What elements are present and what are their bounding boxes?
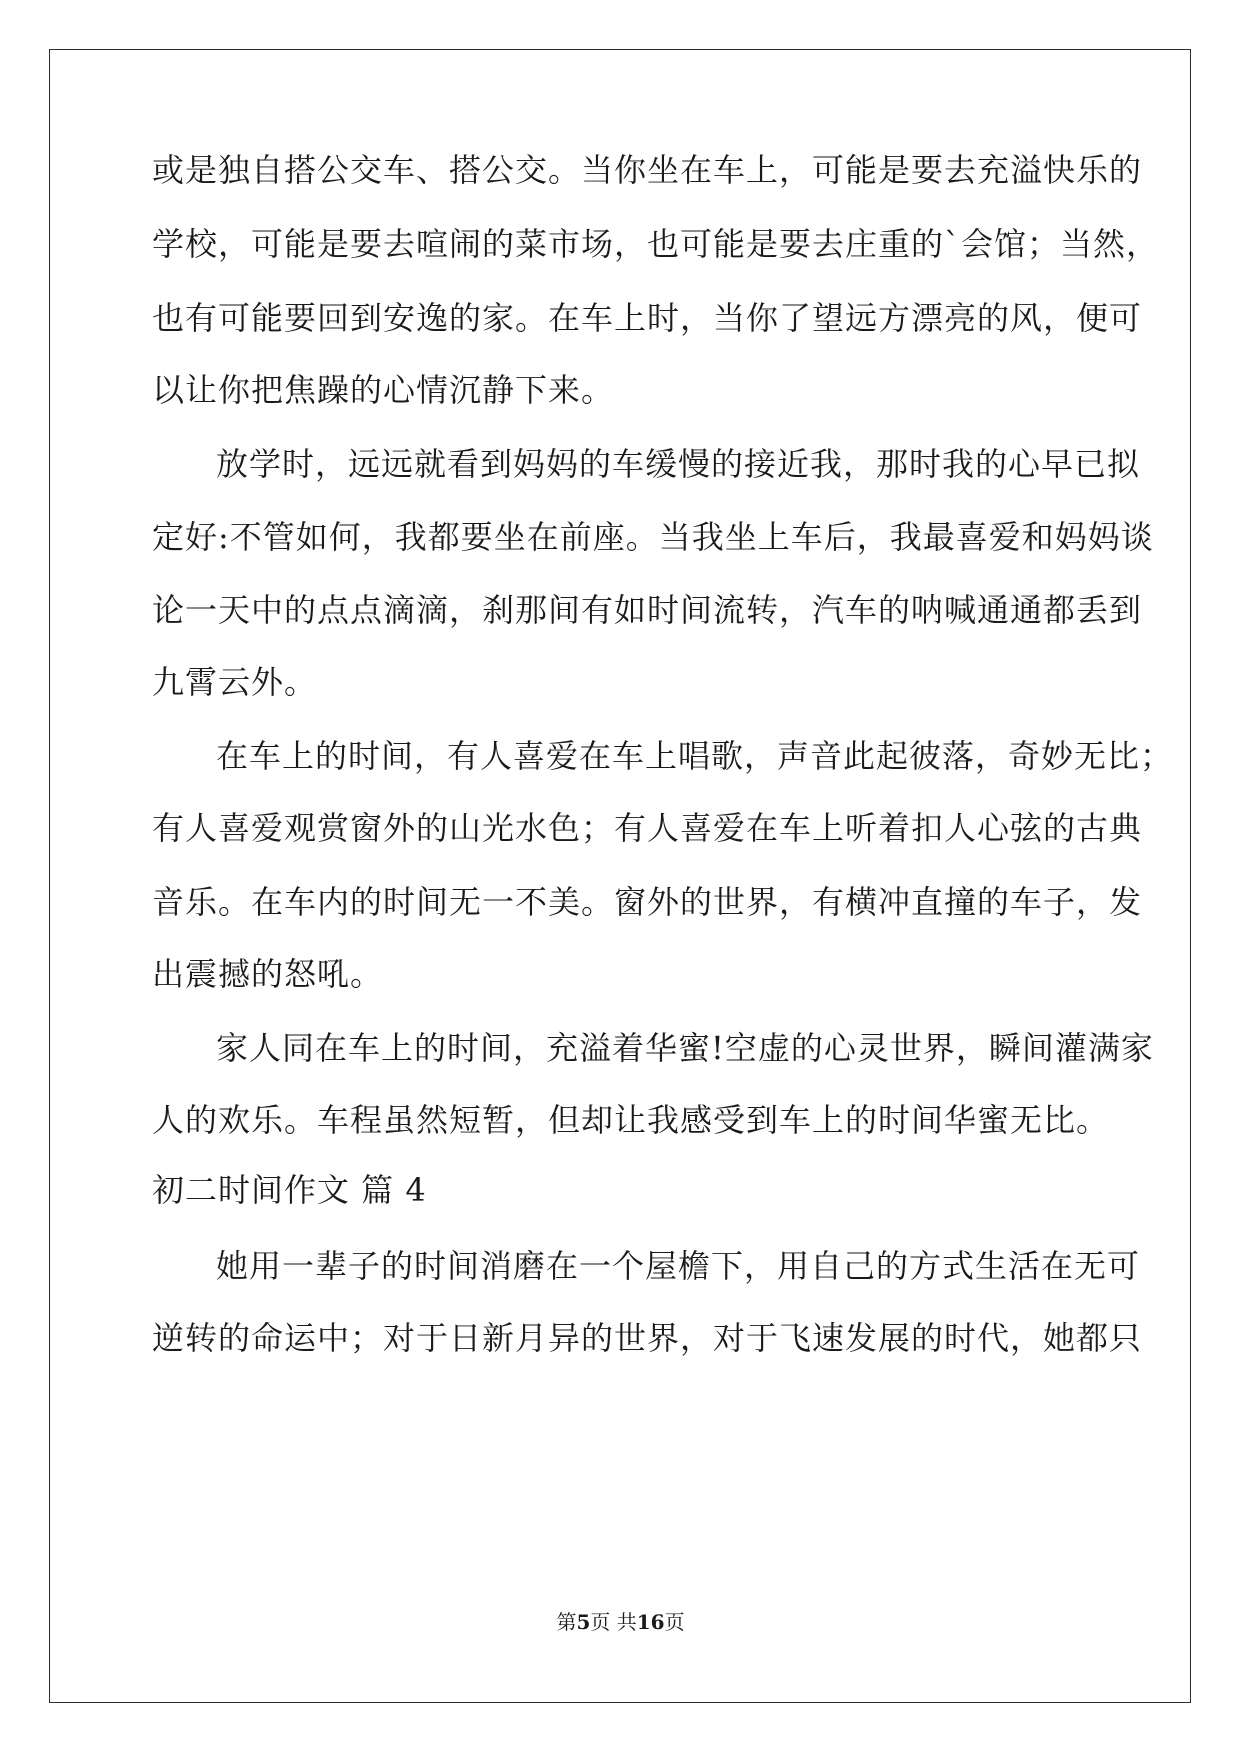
text-line: 逆转的命运中；对于日新月异的世界，对于飞速发展的时代，她都只: [152, 1319, 1143, 1357]
text-line: 或是独自搭公交车、搭公交。当你坐在车上，可能是要去充溢快乐的: [152, 151, 1143, 189]
text-line: 定好:不管如何，我都要坐在前座。当我坐上车后，我最喜爱和妈妈谈: [152, 518, 1154, 556]
page-suffix: 页: [664, 1610, 685, 1634]
page-footer: [0, 1610, 1241, 1634]
page-prefix: 第: [556, 1610, 577, 1634]
paragraph-start-line: 在车上的时间，有人喜爱在车上唱歌，声音此起彼落，奇妙无比；: [216, 737, 1174, 775]
text-line: 九霄云外。: [152, 663, 318, 701]
text-line: 以让你把焦躁的心情沉静下来。: [152, 371, 615, 409]
text-line: 音乐。在车内的时间无一不美。窗外的世界，有横冲直撞的车子，发: [152, 883, 1143, 921]
paragraph-start-line: 家人同在车上的时间，充溢着华蜜!空虚的心灵世界，瞬间灌满家: [216, 1029, 1154, 1067]
text-line: 也有可能要回到安逸的家。在车上时，当你了望远方漂亮的风，便可: [152, 299, 1143, 337]
paragraph-start-line: 她用一辈子的时间消磨在一个屋檐下，用自己的方式生活在无可: [216, 1247, 1141, 1285]
page-mid: 页 共: [590, 1610, 637, 1634]
text-line: 学校，可能是要去喧闹的菜市场，也可能是要去庄重的`会馆；当然，: [152, 225, 1160, 263]
section-heading: 初二时间作文 篇 4: [152, 1171, 427, 1209]
text-line: 出震撼的怒吼。: [152, 955, 384, 993]
text-line: 有人喜爱观赏窗外的山光水色；有人喜爱在车上听着扣人心弦的古典: [152, 809, 1143, 847]
paragraph-start-line: 放学时，远远就看到妈妈的车缓慢的接近我，那时我的心早已拟: [216, 445, 1141, 483]
page-total: 16: [636, 1610, 665, 1634]
text-line: 人的欢乐。车程虽然短暂，但却让我感受到车上的时间华蜜无比。: [152, 1101, 1110, 1139]
page-current: 5: [576, 1610, 591, 1634]
text-line: 论一天中的点点滴滴，刹那间有如时间流转，汽车的呐喊通通都丢到: [152, 591, 1143, 629]
